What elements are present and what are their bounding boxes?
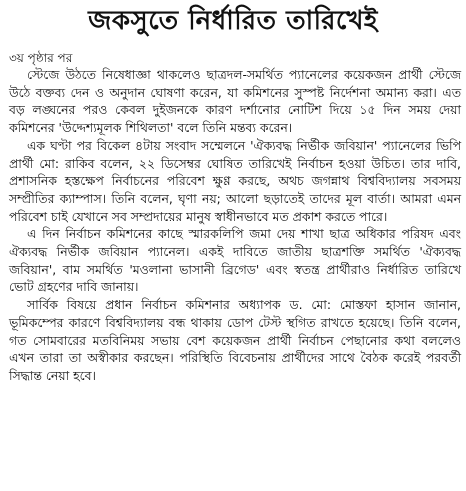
headline: জকসুতে নির্ধারিত তারিখেই [88, 6, 378, 36]
article-paragraph: স্টেজে উঠতে নিষেধাজ্ঞা থাকলেও ছাত্রদল-সমর্থিত প্যানেলের কয়েকজন প্রার্থী স্টেজে উঠে বক্তব্য দেন ও অনুদান ঘোষণা করেন, যা কমিশনের সুস্পষ্ট নির্দেশনা অমান্য করা। এত বড় লঙ্ঘনের পরও কেবল দুইজনকে কারণ দর্শানোর নোটিশ দিয়ে ১৫ দিন সময় দেয়া কমিশনের 'উদ্দেশ্যমূলক শিথিলতা' বলে তিনি মন্তব্য করেন। [9, 67, 461, 136]
article-paragraph: এক ঘণ্টা পর বিকেল ৪টায় সংবাদ সম্মেলনে 'ঐক্যবদ্ধ নির্ভীক জবিয়ান' প্যানেলের ভিপি প্রার্থী মো: রাকিব বলেন, ২২ ডিসেম্বর ঘোষিত তারিখেই নির্বাচন হওয়া উচিত। তার দাবি, প্রশাসনিক হস্তক্ষেপ নির্বাচনের পরিবেশ ক্ষুণ্ণ করছে, অথচ জগন্নাথ বিশ্ববিদ্যালয় সবসময় সম্প্রীতির ক্যাম্পাস। তিনি বলেন, ঘৃণা নয়; আলো ছড়াতেই তাদের মূল বার্তা। আমরা এমন পরিবেশ চাই যেখানে সব সম্প্রদায়ের মানুষ স্বাধীনভাবে মত প্রকাশ করতে পারে। [9, 137, 461, 224]
continued-from-label: ৩য় পৃষ্ঠার পর [9, 51, 73, 65]
article-paragraph: সার্বিক বিষয়ে প্রধান নির্বাচন কমিশনার অধ্যাপক ড. মো: মোস্তফা হাসান জানান, ভূমিকম্পের কারণে বিশ্ববিদ্যালয় বন্ধ থাকায় ডোপ টেস্ট স্থগিত রাখতে হয়েছে। তিনি বলেন, গত সোমবারের মতবিনিময় সভায় বেশ কয়েকজন প্রার্থী নির্বাচন পেছানোর কথা বললেও এখন তারা তা অস্বীকার করছেন। পরিস্থিতি বিবেচনায় প্রার্থীদের সাথে বৈঠক করেই পরবর্তী সিদ্ধান্ত নেয়া হবে। [9, 297, 461, 383]
article-paragraph: এ দিন নির্বাচন কমিশনের কাছে স্মারকলিপি জমা দেয় শাখা ছাত্র অধিকার পরিষদ এবং ঐক্যবদ্ধ নির্ভীক জবিয়ান প্যানেল। একই দাবিতে জাতীয় ছাত্রশক্তি সমর্থিত 'ঐক্যবদ্ধ জবিয়ান', বাম সমর্থিত 'মওলানা ভাসানী ব্রিগেড' এবং স্বতন্ত্র প্রার্থীরাও নির্ধারিত তারিখে ভোট গ্রহণের দাবি জানায়। [9, 226, 461, 295]
article-body [9, 66, 461, 385]
